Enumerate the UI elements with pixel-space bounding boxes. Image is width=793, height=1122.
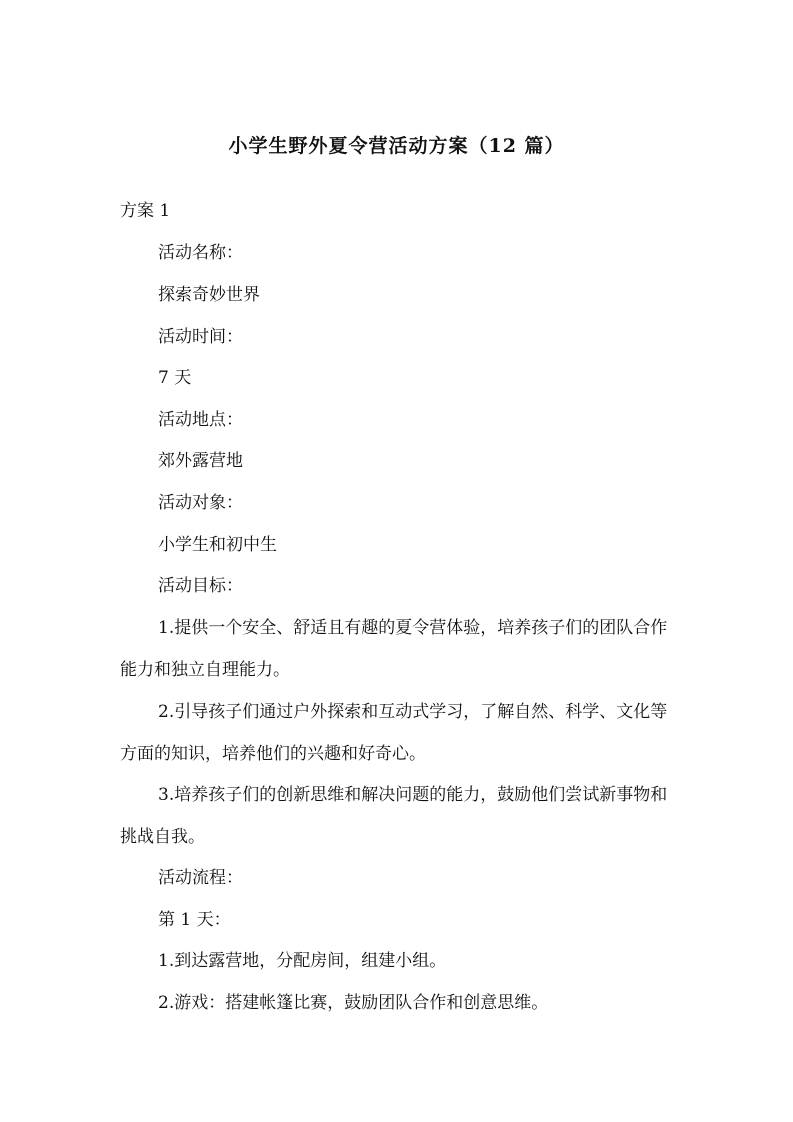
paragraph: 郊外露营地 [158,451,243,471]
paragraph: 3.培养孩子们的创新思维和解决问题的能力，鼓励他们尝试新事物和挑战自我。 [120,785,668,847]
document-title: 小学生野外夏令营活动方案（12 篇） [228,135,565,157]
plan-heading: 方案 1 [120,201,171,221]
paragraph: 探索奇妙世界 [158,285,260,305]
paragraph: 活动目标： [158,576,243,596]
paragraph: 1.提供一个安全、舒适且有趣的夏令营体验，培养孩子们的团队合作能力和独立自理能力。 [120,618,668,680]
paragraph: 1.到达露营地，分配房间，组建小组。 [158,951,447,971]
paragraph: 第 1 天： [158,910,231,930]
paragraph: 7 天 [158,368,192,388]
paragraph: 小学生和初中生 [158,535,277,555]
paragraph: 2.引导孩子们通过户外探索和互动式学习，了解自然、科学、文化等方面的知识，培养他们的兴趣和好奇心。 [120,702,668,764]
paragraph: 活动名称： [158,243,243,263]
paragraph: 活动流程： [158,868,243,888]
paragraph: 2.游戏：搭建帐篷比赛，鼓励团队合作和创意思维。 [158,993,549,1013]
paragraph: 活动时间： [158,327,243,347]
paragraph: 活动对象： [158,493,243,513]
paragraph: 活动地点： [158,410,243,430]
